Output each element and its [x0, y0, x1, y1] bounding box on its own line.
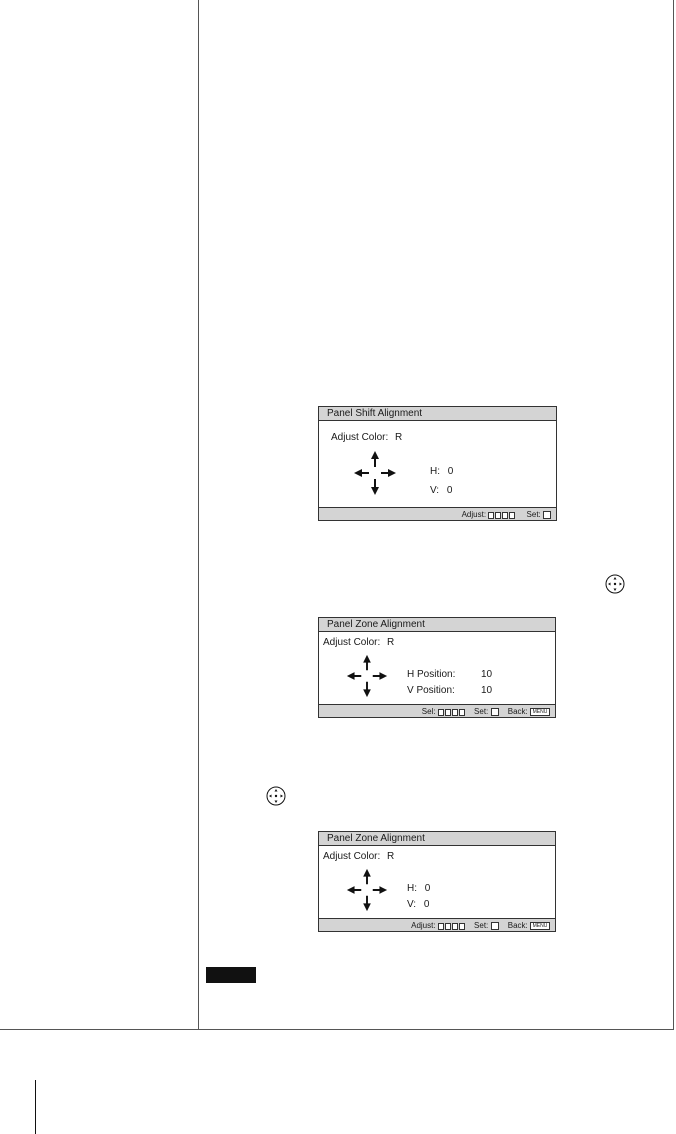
adjust-color-value: R — [395, 432, 403, 443]
adjust-color-label: Adjust Color: — [331, 432, 389, 443]
h-label: H: — [430, 466, 440, 477]
v-value-row — [407, 899, 429, 911]
dpad-keys-icon — [488, 508, 516, 521]
menu-footer — [319, 507, 556, 520]
menu-title: Panel Zone Alignment — [319, 618, 555, 632]
dpad-keys-icon — [438, 919, 466, 932]
menu-footer — [319, 918, 555, 931]
adjust-color-label: Adjust Color: — [323, 637, 381, 648]
menu-title: Panel Zone Alignment — [319, 832, 555, 846]
v-label: V: — [407, 899, 417, 910]
h-value-row — [430, 466, 453, 478]
menu-footer — [319, 704, 555, 717]
v-position-row — [407, 685, 455, 697]
arrow-cross-icon — [344, 867, 390, 913]
panel-zone-alignment-adjust-menu — [318, 831, 556, 932]
footer-set-label: Set: — [526, 510, 541, 519]
h-value-row — [407, 883, 430, 895]
enter-key-icon — [543, 511, 551, 519]
adjust-color-row — [331, 432, 402, 444]
panel-zone-alignment-menu — [318, 617, 556, 718]
footer-adjust-label: Adjust: — [461, 510, 487, 519]
h-position-value: 10 — [481, 669, 493, 680]
adjust-color-value: R — [387, 851, 395, 862]
h-position-label: H Position: — [407, 669, 456, 680]
footer-set-label: Set: — [474, 707, 489, 716]
adjust-color-label: Adjust Color: — [323, 851, 381, 862]
footer-sel-label: Sel: — [421, 707, 436, 716]
footer-adjust-label: Adjust: — [411, 921, 436, 930]
enter-key-icon — [491, 922, 499, 930]
v-value-row — [430, 485, 452, 497]
enter-button-icon — [266, 786, 286, 806]
footer-set-label: Set: — [474, 921, 489, 930]
arrow-cross-icon — [351, 449, 399, 497]
v-value: 0 — [423, 899, 430, 910]
arrow-cross-icon — [344, 653, 390, 699]
h-position-row — [407, 669, 455, 681]
h-label: H: — [407, 883, 417, 894]
footer-back-label: Back: — [507, 921, 528, 930]
note-label-box — [206, 967, 256, 983]
enter-key-icon — [491, 708, 499, 716]
menu-key-icon: MENU — [530, 922, 550, 930]
adjust-color-row — [323, 851, 394, 863]
h-value: 0 — [424, 883, 431, 894]
margin-rule — [35, 1080, 36, 1134]
v-position-value: 10 — [481, 685, 493, 696]
footer-back-label: Back: — [507, 707, 528, 716]
v-position-label: V Position: — [407, 685, 455, 696]
v-value: 0 — [446, 485, 453, 496]
adjust-color-value: R — [387, 637, 395, 648]
h-value: 0 — [447, 466, 454, 477]
enter-button-icon — [605, 574, 625, 594]
menu-key-icon: MENU — [530, 708, 550, 716]
dpad-keys-icon — [438, 705, 466, 718]
panel-shift-alignment-menu — [318, 406, 557, 521]
column-divider — [198, 0, 199, 1030]
menu-title: Panel Shift Alignment — [319, 407, 556, 421]
adjust-color-row — [323, 637, 394, 649]
v-label: V: — [430, 485, 440, 496]
